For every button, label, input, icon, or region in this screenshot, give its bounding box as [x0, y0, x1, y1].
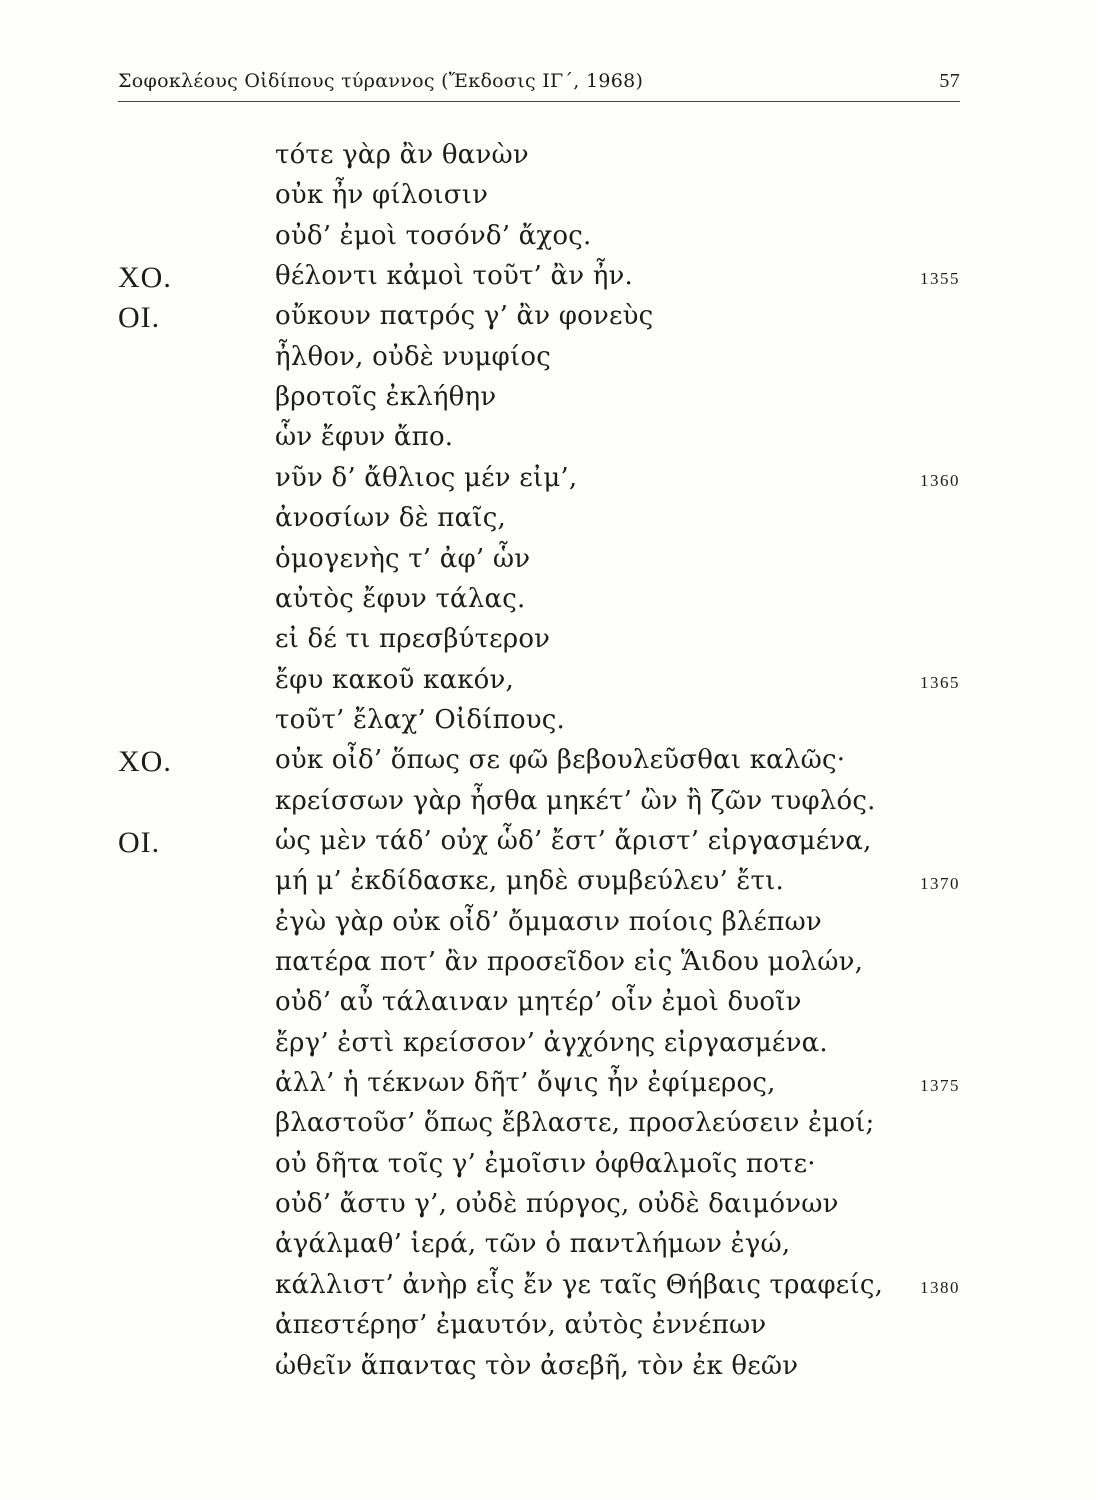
verse-line [0, 1108, 1096, 1148]
verse-text: ἀνοσίων δὲ παῖς, [275, 503, 506, 534]
verse-line [0, 665, 1096, 705]
verse-line [0, 1028, 1096, 1068]
line-number: 1380 [920, 1277, 960, 1297]
verse-text: κρείσσων γὰρ ἦσθα μηκέτ’ ὢν ἢ ζῶν τυφλός. [275, 785, 876, 816]
verse-text: ὠθεῖν ἅπαντας τὸν ἀσεβῆ, τὸν ἐκ θεῶν [275, 1350, 799, 1381]
verse-text: ὧν ἔφυν ἄπο. [275, 422, 454, 453]
verse-line [0, 584, 1096, 624]
verse-line [0, 261, 1096, 301]
verse-line [0, 1270, 1096, 1310]
line-number: 1370 [920, 874, 960, 894]
verse-line [0, 987, 1096, 1027]
line-number: 1355 [920, 269, 960, 289]
verse-text: οὐκ ἦν φίλοισιν [275, 180, 489, 211]
verse-line [0, 1310, 1096, 1350]
verse-line [0, 382, 1096, 422]
verse-line [0, 1351, 1096, 1391]
running-head [118, 70, 960, 100]
verse-line [0, 907, 1096, 947]
line-number: 1360 [920, 470, 960, 490]
verse-line [0, 705, 1096, 745]
verse-text: ἦλθον, οὐδὲ νυμφίος [275, 341, 551, 372]
verse-line [0, 866, 1096, 906]
verse-text: οὐ δῆτα τοῖς γ’ ἐμοῖσιν ὀφθαλμοῖς ποτε· [275, 1148, 816, 1179]
verse-text: τότε γὰρ ἂν θανὼν [275, 140, 529, 170]
line-number: 1365 [920, 672, 960, 692]
verse-line [0, 1229, 1096, 1269]
speaker-label: ΧΟ. [118, 261, 172, 295]
verse-text: ἀπεστέρησ’ ἐμαυτόν, αὐτὸς ἐννέπων [275, 1310, 767, 1341]
speaker-label: ΧΟ. [118, 745, 172, 779]
verse-line [0, 786, 1096, 826]
page-number: 57 [939, 70, 960, 92]
verse-line [0, 947, 1096, 987]
verse-line [0, 221, 1096, 261]
verse-text: τοῦτ’ ἔλαχ’ Οἰδίπους. [275, 704, 565, 735]
verse-line [0, 503, 1096, 543]
verse-line [0, 624, 1096, 664]
verse-line [0, 422, 1096, 462]
verse-text: οὔκουν πατρός γ’ ἂν φονεὺς [275, 301, 654, 332]
verse-text: οὐδ’ αὖ τάλαιναν μητέρ’ οἷν ἐμοὶ δυοῖν [275, 987, 802, 1018]
verse-text: ὁμογενὴς τ’ ἀφ’ ὧν [275, 543, 531, 574]
speaker-label: ΟΙ. [118, 825, 161, 859]
verse-line [0, 1068, 1096, 1108]
verse-text: ἔφυ κακοῦ κακόν, [275, 664, 514, 695]
verse-line [0, 826, 1096, 866]
verse-text: θέλοντι κἀμοὶ τοῦτ’ ἂν ἦν. [275, 261, 633, 292]
speaker-label: ΟΙ. [118, 301, 161, 335]
verse-text: νῦν δ’ ἄθλιος μέν εἰμ’, [275, 462, 578, 493]
verse-text: ὡς μὲν τάδ’ οὐχ ὧδ’ ἔστ’ ἄριστ’ εἰργασμένα, [275, 825, 872, 856]
verse-line [0, 140, 1096, 180]
verse-text: βλαστοῦσ’ ὅπως ἔβλαστε, προσλεύσειν ἐμοί; [275, 1108, 875, 1139]
verse-line [0, 544, 1096, 584]
running-head-title: Σοφοκλέους Οἰδίπους τύραννος (Ἔκδοσις ΙΓ΄, 1968) [118, 70, 644, 92]
verse-text: ἀλλ’ ἡ τέκνων δῆτ’ ὄψις ἦν ἐφίμερος, [275, 1068, 776, 1099]
verse-line [0, 463, 1096, 503]
verse-line [0, 1189, 1096, 1229]
verse-text: οὐκ οἶδ’ ὅπως σε φῶ βεβουλεῦσθαι καλῶς· [275, 745, 846, 776]
verse-line [0, 1149, 1096, 1189]
verse-text: ἔργ’ ἐστὶ κρείσσον’ ἀγχόνης εἰργασμένα. [275, 1027, 828, 1058]
verse-line [0, 180, 1096, 220]
verse-text: ἀγάλμαθ’ ἱερά, τῶν ὁ παντλήμων ἐγώ, [275, 1229, 791, 1260]
verse-text: οὐδ’ ἐμοὶ τοσόνδ’ ἄχος. [275, 220, 592, 251]
verse-line [0, 745, 1096, 785]
header-rule [118, 101, 960, 102]
line-number: 1375 [920, 1076, 960, 1096]
verse-text: οὐδ’ ἄστυ γ’, οὐδὲ πύργος, οὐδὲ δαιμόνων [275, 1189, 839, 1220]
verse-line [0, 342, 1096, 382]
verse-text: εἰ δέ τι πρεσβύτερον [275, 624, 551, 655]
verse-text: αὐτὸς ἔφυν τάλας. [275, 583, 526, 614]
verse-text: κάλλιστ’ ἀνὴρ εἷς ἔν γε ταῖς Θήβαις τραφείς, [275, 1269, 884, 1300]
verse-line [0, 301, 1096, 341]
verse-text: πατέρα ποτ’ ἂν προσεῖδον εἰς Ἅιδου μολών, [275, 947, 864, 977]
verse-text: ἐγὼ γὰρ οὐκ οἶδ’ ὄμμασιν ποίοις βλέπων [275, 906, 822, 937]
verse-text: βροτοῖς ἐκλήθην [275, 382, 497, 413]
verse-text: μή μ’ ἐκδίδασκε, μηδὲ συμβεύλευ’ ἔτι. [275, 866, 785, 897]
